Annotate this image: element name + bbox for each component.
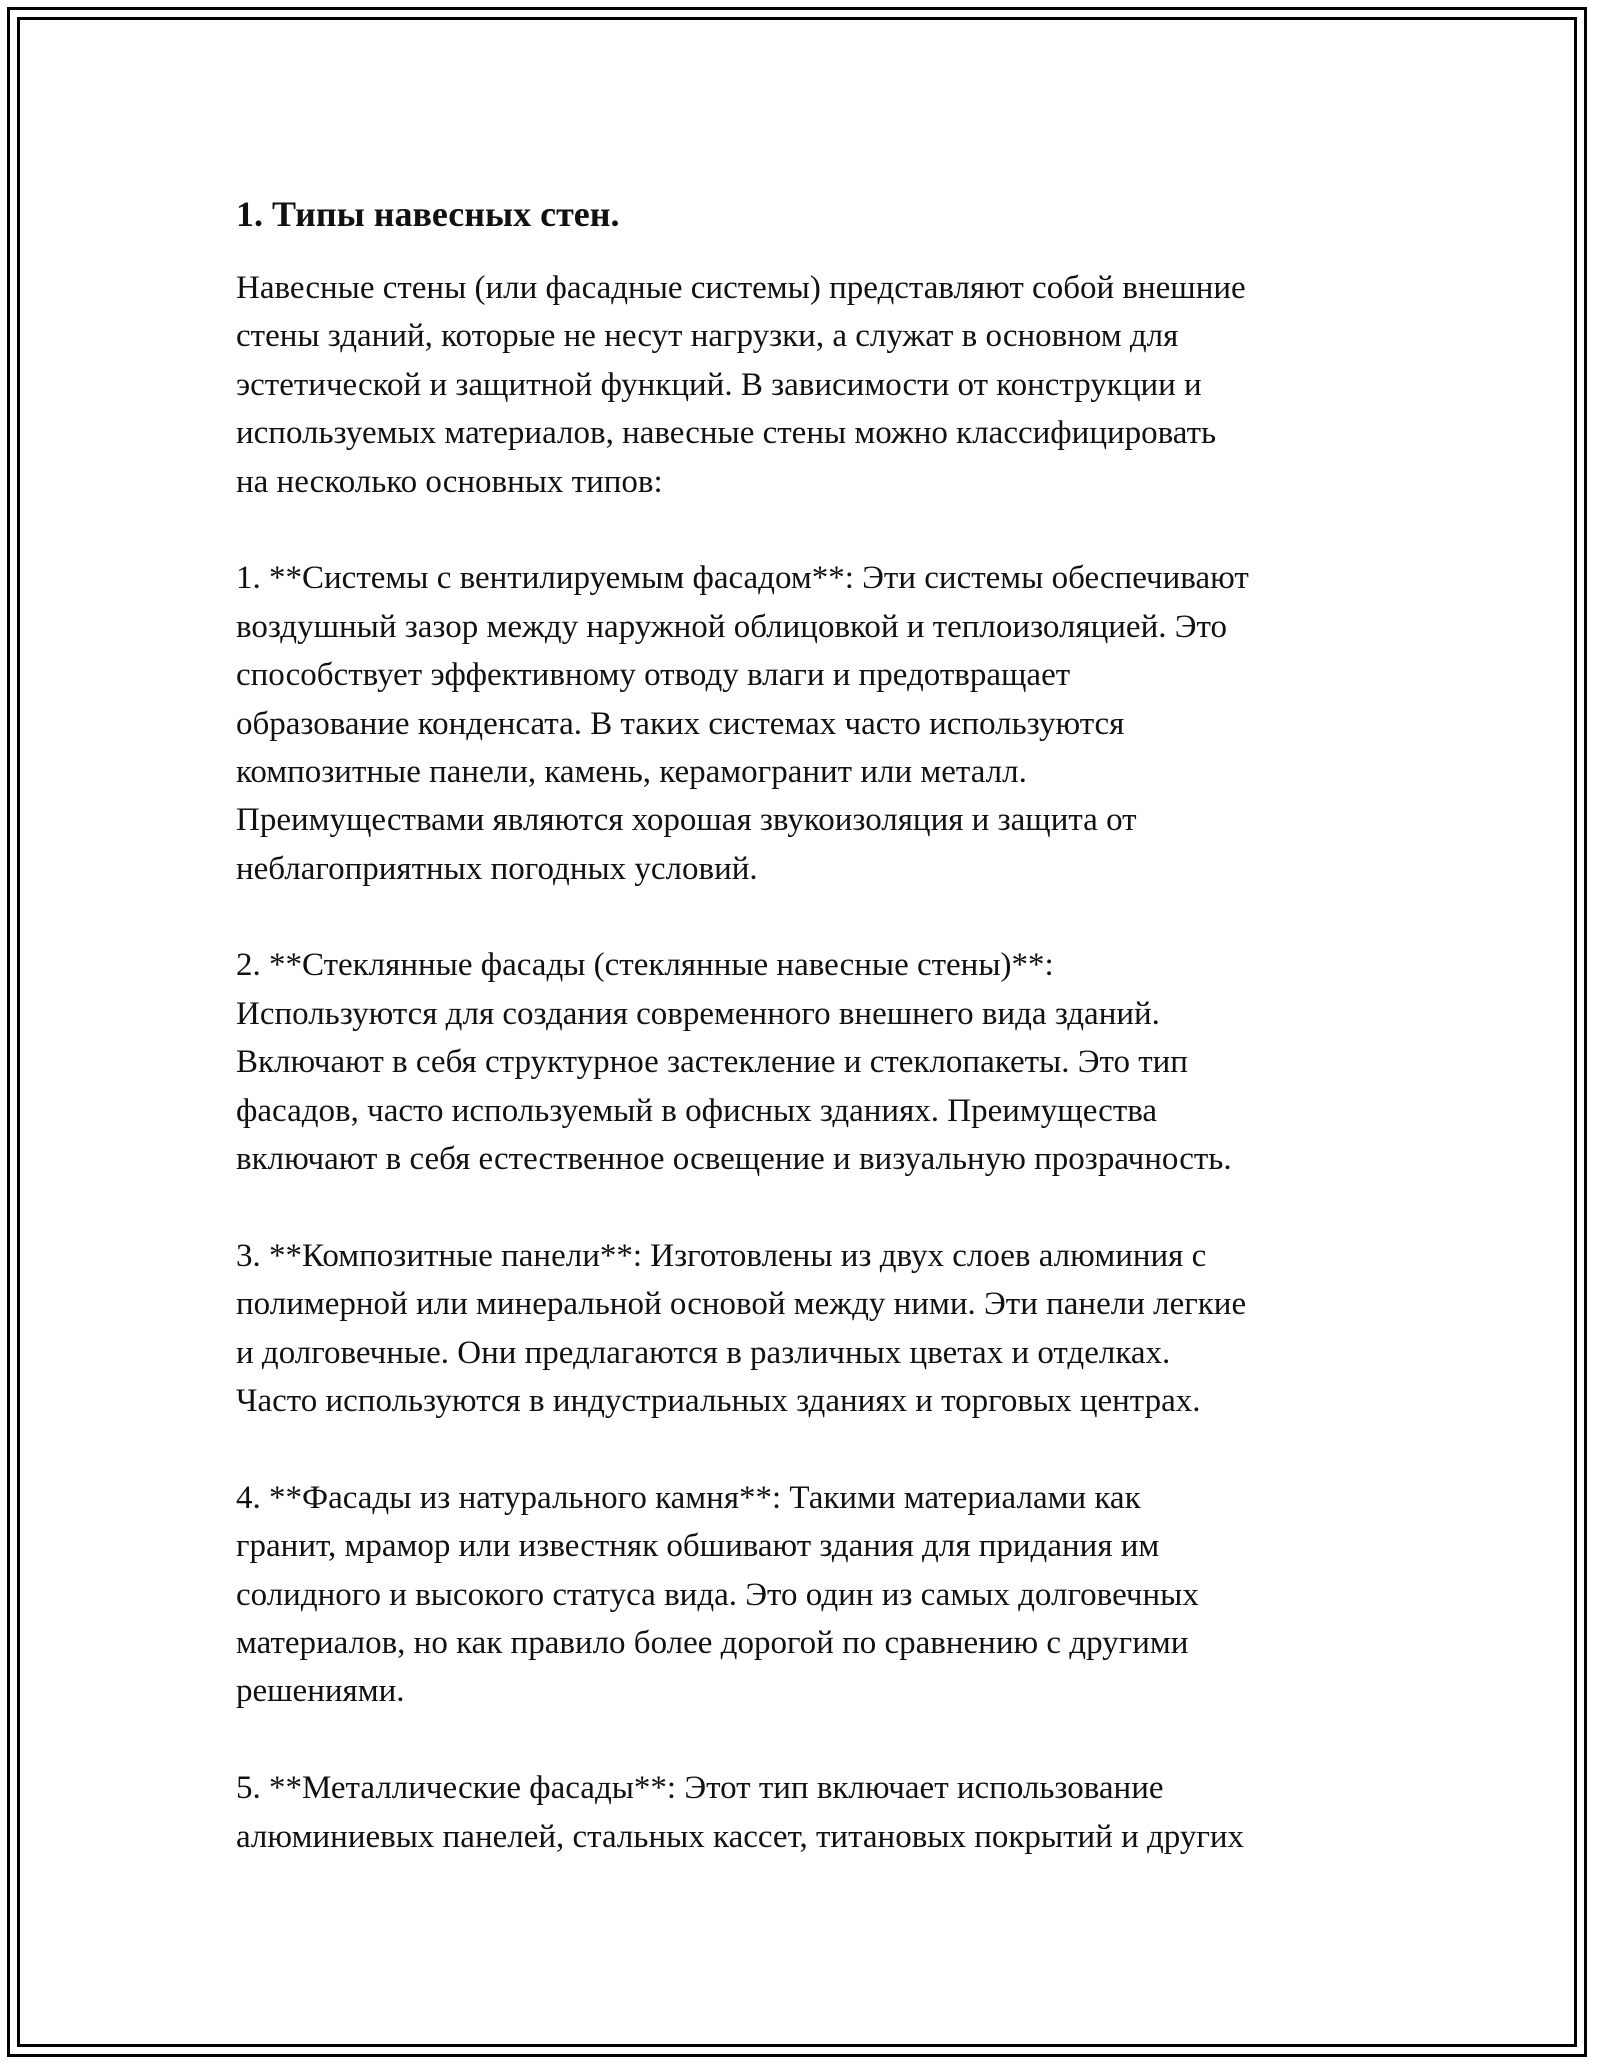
text-line: полимерной или минеральной основой между ними. Эти панели легкие bbox=[236, 1286, 1247, 1323]
text-line: решениями. bbox=[236, 1673, 405, 1710]
paragraph-list bbox=[236, 264, 1366, 1861]
paragraph bbox=[236, 1764, 1366, 1861]
paragraph-gap bbox=[236, 1425, 1366, 1473]
text-line: включают в себя естественное освещение и визуальную прозрачность. bbox=[236, 1141, 1232, 1178]
text-line: неблагоприятных погодных условий. bbox=[236, 850, 758, 887]
paragraph bbox=[236, 1232, 1366, 1426]
paragraph bbox=[236, 941, 1366, 1183]
text-line: способствует эффективному отводу влаги и предотвращает bbox=[236, 657, 1071, 694]
paragraph bbox=[236, 264, 1366, 506]
text-line: стены зданий, которые не несут нагрузки, а служат в основном для bbox=[236, 318, 1179, 355]
text-line: солидного и высокого статуса вида. Это один из самых долговечных bbox=[236, 1576, 1199, 1613]
text-line: 3. **Композитные панели**: Изготовлены из двух слоев алюминия с bbox=[236, 1237, 1207, 1274]
document-body bbox=[236, 184, 1366, 1861]
section-heading: 1. Типы навесных стен. bbox=[236, 194, 620, 234]
text-line: и долговечные. Они предлагаются в различных цветах и отделках. bbox=[236, 1334, 1171, 1371]
paragraph-gap bbox=[236, 893, 1366, 941]
text-line: Используются для создания современного внешнего вида зданий. bbox=[236, 995, 1160, 1032]
text-line: алюминиевых панелей, стальных кассет, титановых покрытий и других bbox=[236, 1818, 1245, 1855]
paragraph bbox=[236, 1474, 1366, 1716]
paragraph-gap bbox=[236, 1716, 1366, 1764]
text-line: 5. **Металлические фасады**: Этот тип включает использование bbox=[236, 1770, 1164, 1807]
text-line: Часто используются в индустриальных зданиях и торговых центрах. bbox=[236, 1382, 1201, 1419]
text-line: Преимуществами являются хорошая звукоизоляция и защита от bbox=[236, 802, 1137, 839]
text-line: 4. **Фасады из натурального камня**: Такими материалами как bbox=[236, 1479, 1141, 1516]
text-line: материалов, но как правило более дорогой по сравнению с другими bbox=[236, 1624, 1189, 1661]
text-line: фасадов, часто используемый в офисных зданиях. Преимущества bbox=[236, 1092, 1158, 1129]
text-line: Включают в себя структурное застекление и стеклопакеты. Это тип bbox=[236, 1044, 1188, 1081]
text-line: используемых материалов, навесные стены можно классифицировать bbox=[236, 415, 1217, 452]
paragraph-gap bbox=[236, 506, 1366, 554]
text-line: образование конденсата. В таких системах часто используются bbox=[236, 705, 1125, 742]
paragraph bbox=[236, 554, 1366, 893]
paragraph-gap bbox=[236, 1183, 1366, 1231]
text-line: 2. **Стеклянные фасады (стеклянные навесные стены)**: bbox=[236, 947, 1054, 984]
text-line: композитные панели, камень, керамогранит или металл. bbox=[236, 753, 1027, 790]
text-line: эстетической и защитной функций. В зависимости от конструкции и bbox=[236, 366, 1202, 403]
text-line: гранит, мрамор или известняк обшивают здания для придания им bbox=[236, 1528, 1160, 1565]
text-line: на несколько основных типов: bbox=[236, 463, 663, 500]
text-line: воздушный зазор между наружной облицовкой и теплоизоляцией. Это bbox=[236, 608, 1228, 645]
text-line: Навесные стены (или фасадные системы) представляют собой внешние bbox=[236, 270, 1246, 306]
text-line: 1. **Системы с вентилируемым фасадом**: Эти системы обеспечивают bbox=[236, 560, 1249, 597]
